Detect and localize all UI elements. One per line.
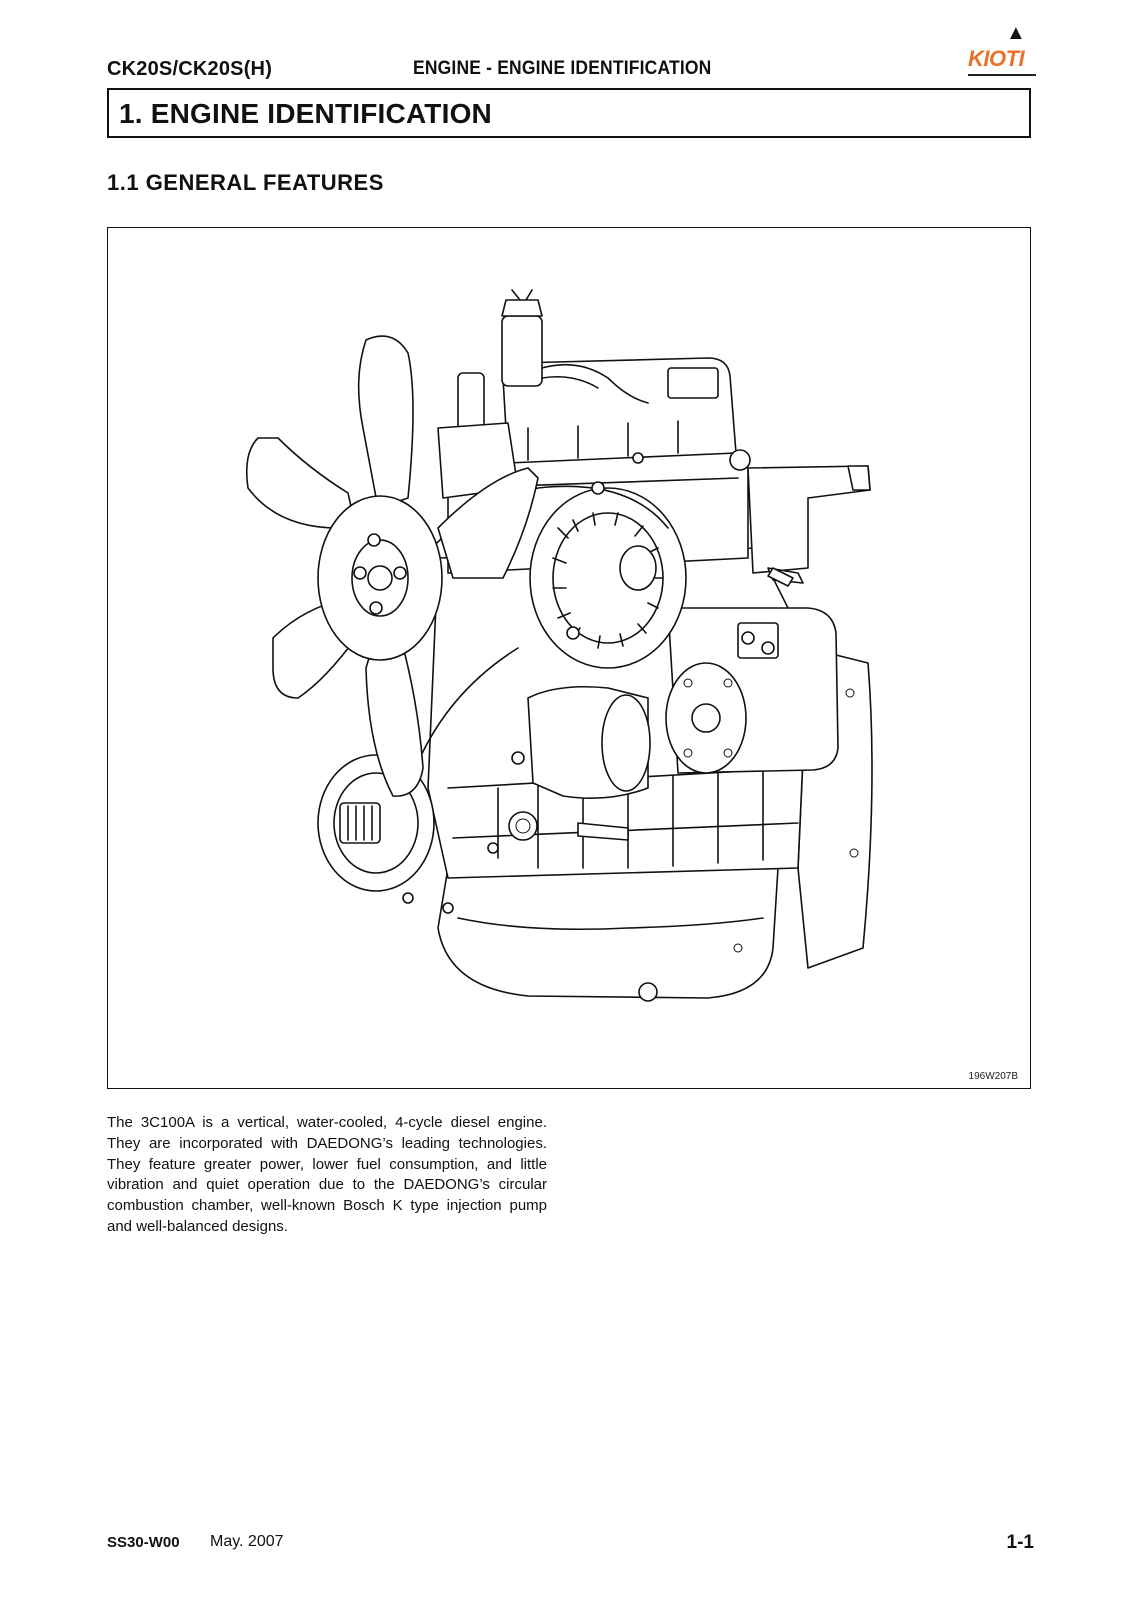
section-header: ENGINE - ENGINE IDENTIFICATION — [413, 58, 712, 79]
description-paragraph: The 3C100A is a vertical, water-cooled, 4-cycle diesel engine. They are incorporated with DAEDONG’s leading technologies. They feature greater power, lower fuel consumption, and little vibration and quiet operation due to the DAEDONG’s circular combustion chamber, well-known Bosch K type injection pump and well-balanced designs. — [107, 1114, 547, 1235]
logo-underline — [968, 74, 1036, 76]
page-title: 1. ENGINE IDENTIFICATION — [119, 98, 492, 129]
logo-text: KIOTI — [968, 46, 1025, 71]
document-date: May. 2007 — [210, 1533, 284, 1550]
model-name: CK20S/CK20S(H) — [107, 58, 273, 80]
engine-illustration — [108, 228, 1032, 1090]
section-subtitle: 1.1 GENERAL FEATURES — [107, 170, 384, 195]
dog-icon: ▲ — [1006, 22, 1026, 44]
engine-figure — [107, 227, 1031, 1089]
page-number: 1-1 — [1006, 1532, 1034, 1553]
document-code: SS30-W00 — [107, 1534, 180, 1551]
brand-logo — [968, 22, 1038, 78]
figure-code: 196W207B — [968, 1071, 1018, 1082]
title-box — [107, 88, 1031, 138]
